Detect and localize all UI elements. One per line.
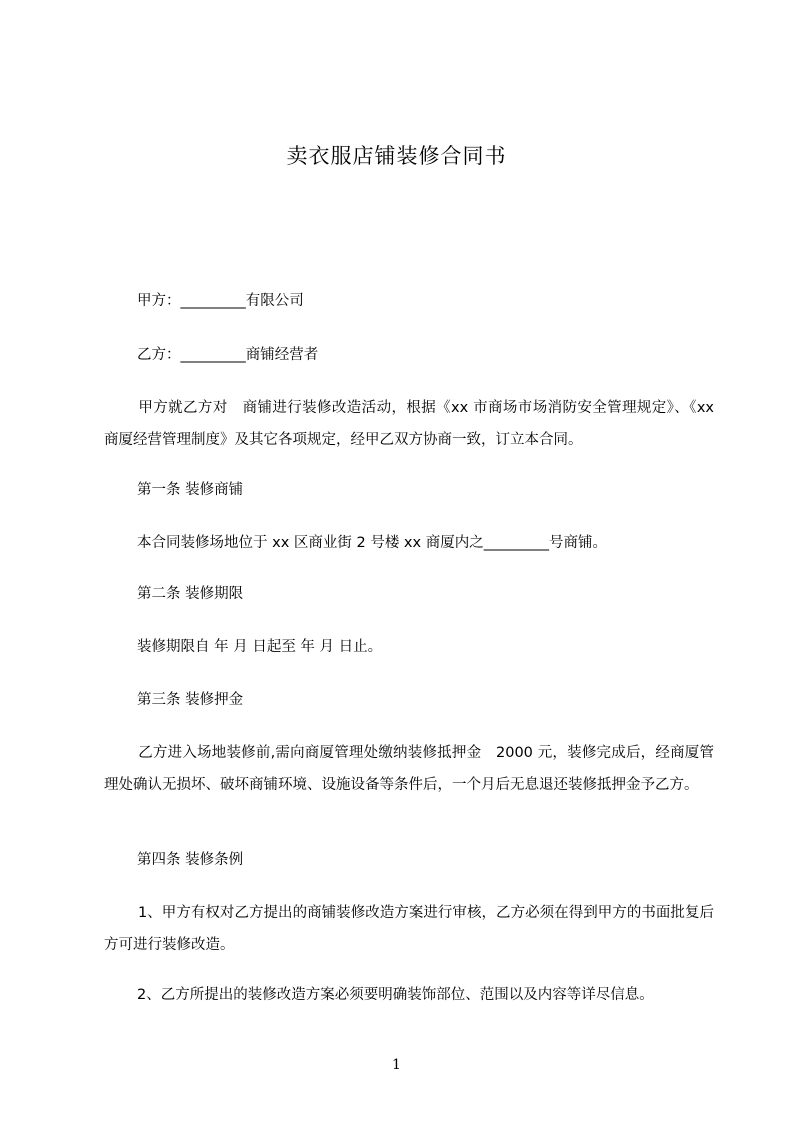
article3-title: 第三条 装修押金 bbox=[137, 692, 244, 708]
party-a-line: 甲方：_________有限公司 bbox=[137, 293, 304, 309]
article4-title: 第四条 装修条例 bbox=[137, 852, 244, 868]
document-title: 卖衣服店铺装修合同书 bbox=[286, 144, 507, 168]
article4-item2: 2、乙方所提出的装修改造方案必须要明确装饰部位、范围以及内容等详尽信息。 bbox=[137, 987, 654, 1003]
article1-body: 本合同装修场地位于 xx 区商业街 2 号楼 xx 商厦内之_________号商铺。 bbox=[137, 535, 607, 551]
article1-title: 第一条 装修商铺 bbox=[137, 482, 244, 498]
intro-text: 甲方就乙方对 商铺进行装修改造活动，根据《xx 市商场市场消防安全管理规定》、《xx 商厦经营管理制度》及其它各项规定，经甲乙双方协商一致，订立本合同。 bbox=[104, 400, 714, 448]
party-b-line: 乙方：_________商铺经营者 bbox=[137, 347, 319, 363]
article2-body: 装修期限自 年 月 日起至 年 月 日止。 bbox=[137, 639, 383, 655]
page-number: 1 bbox=[392, 1057, 401, 1073]
article3-paragraph bbox=[104, 737, 714, 801]
article3-text: 乙方进入场地装修前,需向商厦管理处缴纳装修抵押金 2000 元，装修完成后，经商厦管理处确认无损坏、破坏商铺环境、设施设备等条件后，一个月后无息退还装修抵押金予乙方。 bbox=[104, 745, 714, 793]
article4-item1-text: 1、甲方有权对乙方提出的商铺装修改造方案进行审核，乙方必须在得到甲方的书面批复后方可进行装修改造。 bbox=[104, 905, 714, 953]
article2-title: 第二条 装修期限 bbox=[137, 586, 244, 602]
article4-item1-paragraph bbox=[104, 897, 714, 961]
intro-paragraph bbox=[104, 392, 714, 456]
